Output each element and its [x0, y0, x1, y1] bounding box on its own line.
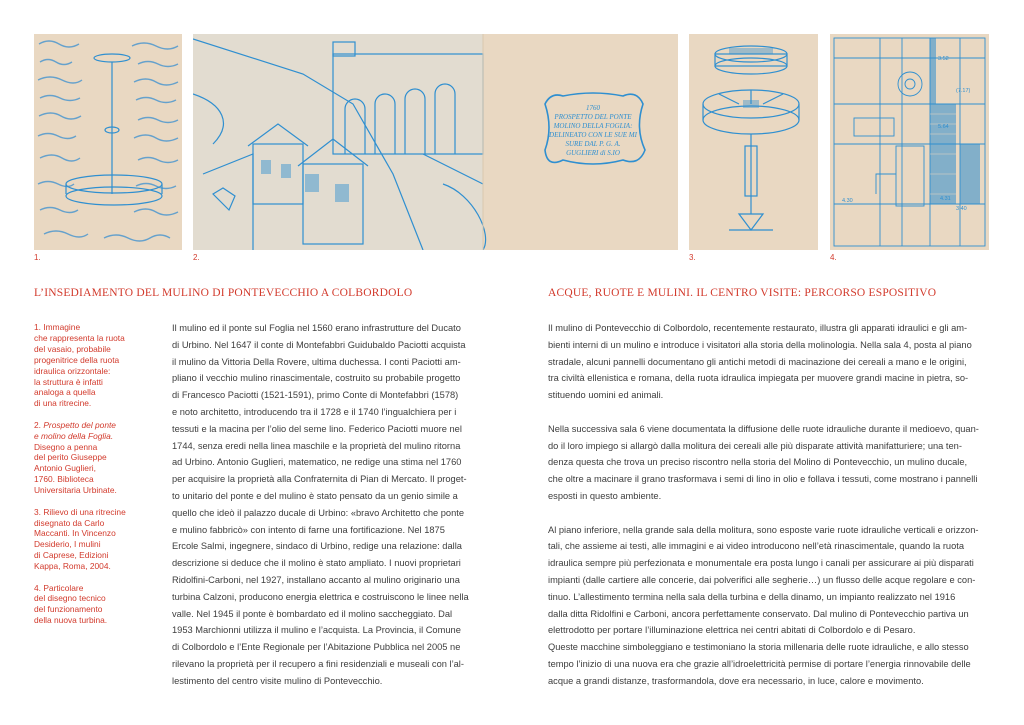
figure-captions — [34, 322, 154, 637]
body-line: denza questa che trova un preciso riscontro nella storia del Molino di Pontevecchio, un mulino ducale, — [548, 457, 968, 468]
caption-line: del funzionamento — [34, 604, 103, 615]
body-line: ad Urbino. Antonio Guglieri, matematico, ne redige una stima nel 1760 — [172, 457, 462, 468]
body-line: acque a grandi distanze, trasformandola, dove era necessario, in luce, calore e movimento. — [548, 675, 924, 686]
body-line: per acquisire la proprietà alla Confraternita di Pian di Mercato. Il proget- — [172, 474, 467, 485]
body-line: Nella successiva sala 6 viene documentata la diffusione delle ruote idrauliche durante il medioevo, quan- — [548, 423, 979, 434]
body-line: elettrodotto per portare l’illuminazione elettrica nei centri abitati di Colbordolo e di Pesaro. — [548, 625, 916, 636]
caption-line: progenitrice della ruota — [34, 354, 120, 365]
body-line: tempo l’inizio di una nuova era che grazie all’idroelettricità permise di portare l’energia rinnovabile delle — [548, 658, 971, 669]
body-line: e mulino fabbricò» con intento di farne una fortificazione. Nel 1875 — [172, 524, 445, 535]
body-line: 1953 Marchionni utilizza il mulino e l’acquista. La Provincia, il Comune — [172, 625, 461, 636]
caption-line: di Caprese, Edizioni — [34, 550, 109, 561]
caption-line: di una ritrecine. — [34, 398, 92, 409]
caption-line: e molino della Foglia. — [34, 430, 114, 441]
caption-line: del perito Giuseppe — [34, 452, 107, 463]
figure-2-cartouche-line: DELINEATO CON LE SUE MI — [549, 131, 637, 139]
body-line: quello che ideò il palazzo ducale di Urbino: «bravo Architetto che ponte — [172, 507, 465, 518]
figure-4-measure: 3.52 — [938, 56, 949, 62]
figure-4-drawing — [830, 34, 989, 250]
figure-2-cartouche-line: MOLINO DELLA FOGLIA: — [553, 122, 633, 130]
caption-number: 4. — [34, 582, 41, 593]
body-line: il mulino da Vittoria Della Rovere, ultima duchessa. I conti Paciotti am- — [172, 356, 461, 367]
figure-4-measure: 5.64 — [938, 124, 949, 130]
body-line: Il mulino di Pontevecchio di Colbordolo, recentemente restaurato, illustra gli apparati idraulici e gli am- — [548, 323, 968, 333]
body-line: Il mulino ed il ponte sul Foglia nel 1560 erano infrastrutture del Ducato — [172, 323, 461, 333]
body-line: stradale, alcuni pannelli documentano gli antichi metodi di macinazione dei cereali a mano e le origini, — [548, 356, 967, 367]
figure-3-drawing — [689, 34, 818, 250]
body-line: di Francesco Paciotti (1521-1591), primo Conte di Montefabbri (1578) — [172, 390, 459, 401]
body-line: Al piano inferiore, nella grande sala della molitura, sono esposte varie ruote idrauliche verticali e orizzon- — [548, 524, 979, 535]
caption-line: Maccanti. In Vincenzo — [34, 528, 116, 539]
caption-number: 3. — [34, 506, 41, 517]
body-line: idraulica sempre più perfezionata e monumentale era posta lungo i canali per assicurare ai più disparati — [548, 558, 974, 569]
paragraph-2 — [548, 421, 989, 505]
figure-1-number: 1. — [34, 253, 41, 262]
caption-line: Immagine — [43, 322, 81, 332]
figure-3-ritrecine — [689, 34, 818, 250]
body-line: stituendo uomini ed animali. — [548, 390, 664, 401]
body-line: tali, che assieme ai testi, alle immagini e ai video introducono nell’età rinascimentale, quando la ruota — [548, 541, 965, 552]
figure-4-number: 4. — [830, 253, 837, 262]
figure-2-cartouche-line: PROSPETTO DEL PONTE — [554, 113, 632, 121]
body-line: tinuo. L’allestimento termina nella sala della turbina e della dinamo, un impianto realizzato nel 1916 — [548, 591, 956, 602]
caption-4 — [34, 583, 154, 627]
caption-line: del vasaio, probabile — [34, 343, 111, 354]
caption-line: Particolare — [43, 582, 84, 593]
paragraph-3 — [548, 522, 989, 690]
body-line: Ercole Salmi, ingegnere, sindaco di Urbino, redige una relazione: dalla — [172, 541, 462, 552]
left-section-heading: L’INSEDIAMENTO DEL MULINO DI PONTEVECCHIO A COLBORDOLO — [34, 287, 413, 299]
caption-line: della nuova turbina. — [34, 615, 108, 626]
body-line: Queste macchine simboleggiano e testimoniano la storia millenaria delle ruote idrauliche, e allo stesso — [548, 642, 969, 653]
body-line: impianti (dalle cartiere alle concerie, dai polverifici alle segherie…) un flusso delle acque regolare e con- — [548, 574, 976, 585]
caption-line: Prospetto del ponte — [43, 419, 116, 430]
body-line: e noto architetto, introducendo tra il 1728 e il 1740 l’ingualchiera per i — [172, 406, 457, 417]
body-line: rilevano la proprietà per il recupero a fini residenziali e museali con l’al- — [172, 658, 464, 669]
body-line: di Colbordolo e l’Ente Regionale per l’Abitazione Pubblica nel 2005 ne — [172, 642, 461, 653]
caption-line: 1760. Biblioteca — [34, 474, 94, 485]
caption-line: Rilievo di una ritrecine — [43, 506, 126, 517]
caption-line: Antonio Guglieri, — [34, 463, 96, 474]
figure-2-cartouche-line: GUGLIERI di S.IO — [566, 149, 620, 157]
caption-line: Disegno a penna — [34, 441, 98, 452]
caption-line: del disegno tecnico — [34, 593, 106, 604]
right-section-heading: ACQUE, RUOTE E MULINI. IL CENTRO VISITE: PERCORSO ESPOSITIVO — [548, 287, 937, 299]
body-line: dalla ditta Ridolfini e Carboni, ancora perfettamente conservato. Dal mulino di Pontevecchio partiva un — [548, 608, 969, 619]
figure-2-bridge-mill — [193, 34, 678, 250]
body-line: che oltre a macinare il grano trasformava i semi di lino in olio e follava i tessuti, come mostrano i pannelli — [548, 474, 978, 485]
body-line: do il loro impiego si allargò dalla molitura dei cereali alle più disparate attività manifatturiere; una ten- — [548, 440, 962, 451]
left-body-text — [172, 320, 478, 690]
figure-4-turbine-diagram — [830, 34, 989, 250]
figure-2-drawing — [193, 34, 678, 250]
body-line: Ridolfini-Carboni, nel 1927, installano accanto al mulino originario una — [172, 574, 460, 585]
paragraph-1 — [548, 320, 989, 404]
figure-4-measure: (7.17) — [956, 88, 971, 94]
body-line: di Urbino. Nel 1647 il conte di Montefabbri Guidubaldo Paciotti acquista — [172, 339, 466, 350]
figure-2-cartouche-line: 1760 — [586, 104, 600, 112]
body-line: bienti interni di un mulino e introduce i visitatori alla storia della molinologia. Nella sala 4, posta al piano — [548, 339, 972, 350]
body-line: valle. Nel 1945 il ponte è bombardato ed il molino saccheggiato. Dal — [172, 608, 453, 619]
body-line: 1744, senza eredi nella linea maschile e la proprietà del mulino ritorna — [172, 440, 461, 451]
caption-1 — [34, 322, 154, 409]
body-line: tra civiltà ellenistica e romana, della ruota idraulica impiegata per muovere grandi macine in pietra, so- — [548, 373, 969, 384]
figure-4-measure: 4.31 — [940, 196, 951, 202]
caption-line: disegnato da Carlo — [34, 517, 105, 528]
body-line: turbina Calzoni, producono energia elettrica e costruiscono le linee nella — [172, 591, 469, 602]
body-line: lestimento del centro visite mulino di Pontevecchio. — [172, 675, 383, 686]
figure-4-measure: 4.30 — [842, 198, 853, 204]
figure-4-measure: 3.40 — [956, 206, 967, 212]
caption-line: idraulica orizzontale: — [34, 365, 111, 376]
caption-line: analoga a quella — [34, 387, 96, 398]
body-line: pliano il vecchio mulino rinascimentale, costruito su probabile progetto — [172, 373, 461, 384]
figure-2-number: 2. — [193, 253, 200, 262]
caption-line: la struttura è infatti — [34, 376, 103, 387]
body-line: tessuti e la macina per l’olio del seme lino. Federico Paciotti muore nel — [172, 423, 462, 434]
figure-2-cartouche-line: SURE DAL P. G. A. — [565, 140, 621, 148]
caption-3 — [34, 507, 154, 572]
right-body-text — [548, 320, 989, 690]
body-line: descrizione si deduce che il molino è stato ampliato. I nuovi proprietari — [172, 558, 461, 569]
caption-line: Kappa, Roma, 2004. — [34, 561, 111, 572]
figure-1-potter-wheel — [34, 34, 182, 250]
caption-number: 2. — [34, 419, 41, 430]
figure-1-drawing — [34, 34, 182, 250]
caption-2 — [34, 420, 154, 496]
caption-line: Desiderio, I mulini — [34, 539, 101, 550]
caption-line: che rappresenta la ruota — [34, 332, 125, 343]
caption-number: 1. — [34, 322, 41, 332]
caption-line: Universitaria Urbinate. — [34, 485, 117, 496]
figure-3-number: 3. — [689, 253, 696, 262]
body-line: to unitario del ponte e del mulino è stato pensato da un genio simile a — [172, 490, 458, 501]
body-line: esposti in questo ambiente. — [548, 490, 662, 501]
